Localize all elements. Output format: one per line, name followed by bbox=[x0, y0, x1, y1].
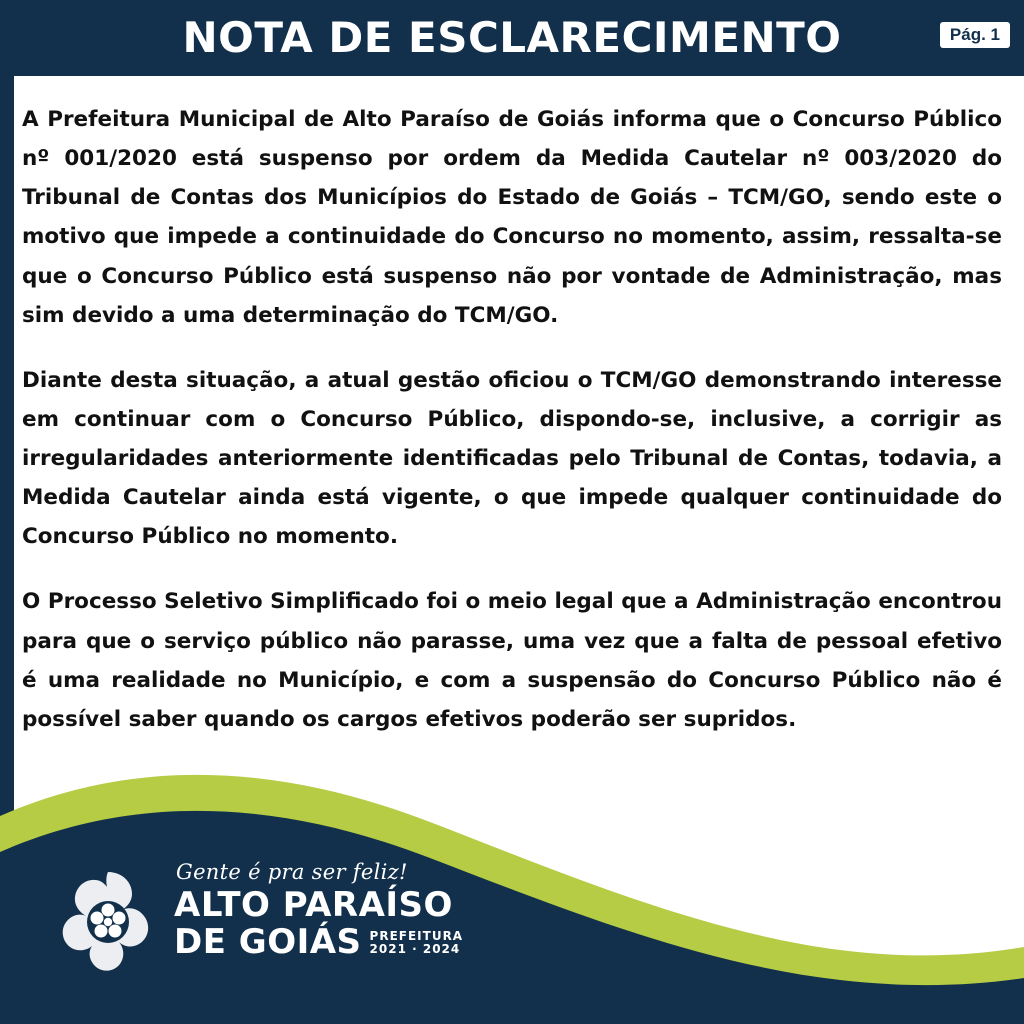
paragraph-2: Diante desta situação, a atual gestão oficiou o TCM/GO demonstrando interesse em continuar com o Concurso Público, dispondo-se, inclusive, a corrigir as irregularidades anteriormente identificadas pelo Tribunal de Contas, todavia, a Medida Cautelar ainda está vigente, o que impede qualquer continuidade do Concurso Público no momento. bbox=[22, 367, 1002, 550]
paragraph-3: O Processo Seletivo Simplificado foi o meio legal que a Administração encontrou para que o serviço público não parasse, uma vez que a falta de pessoal efetivo é uma realidade no Município, e com a suspensão do Concurso Público não é possível saber quando os cargos efetivos poderão ser supridos. bbox=[22, 589, 1002, 732]
flower-emblem-svg bbox=[52, 866, 164, 978]
page-number-badge: Pág. 1 bbox=[940, 22, 1010, 48]
municipality-logo bbox=[52, 860, 464, 982]
logo-line-2: DE GOIÁS bbox=[174, 921, 362, 962]
logo-sub-prefeitura: PREFEITURA bbox=[369, 929, 464, 944]
logo-sub-years: 2021 · 2024 bbox=[369, 942, 461, 957]
paragraph-1: A Prefeitura Municipal de Alto Paraíso de Goiás informa que o Concurso Público nº 001/2020 está suspenso por ordem da Medida Cautelar nº 003/2020 do Tribunal de Contas dos Municípios do Estado de Goiás – TCM/GO, sendo este o motivo que impede a continuidade do Concurso no momento, assim, ressalta-se que o Concurso Público está suspenso não por vontade de Administração, mas sim devido a uma determinação do TCM/GO. bbox=[22, 107, 1002, 328]
logo-line-2-row bbox=[174, 921, 464, 962]
logo-sub-block bbox=[370, 930, 464, 960]
logo-line-1: ALTO PARAÍSO bbox=[174, 885, 453, 925]
page-title: NOTA DE ESCLARECIMENTO bbox=[182, 13, 842, 62]
flower-emblem-icon bbox=[52, 866, 164, 978]
logo-wordmark bbox=[174, 860, 464, 962]
document-header bbox=[0, 0, 1024, 76]
document-body bbox=[22, 100, 1002, 739]
logo-slogan: Gente é pra ser feliz! bbox=[176, 860, 408, 884]
